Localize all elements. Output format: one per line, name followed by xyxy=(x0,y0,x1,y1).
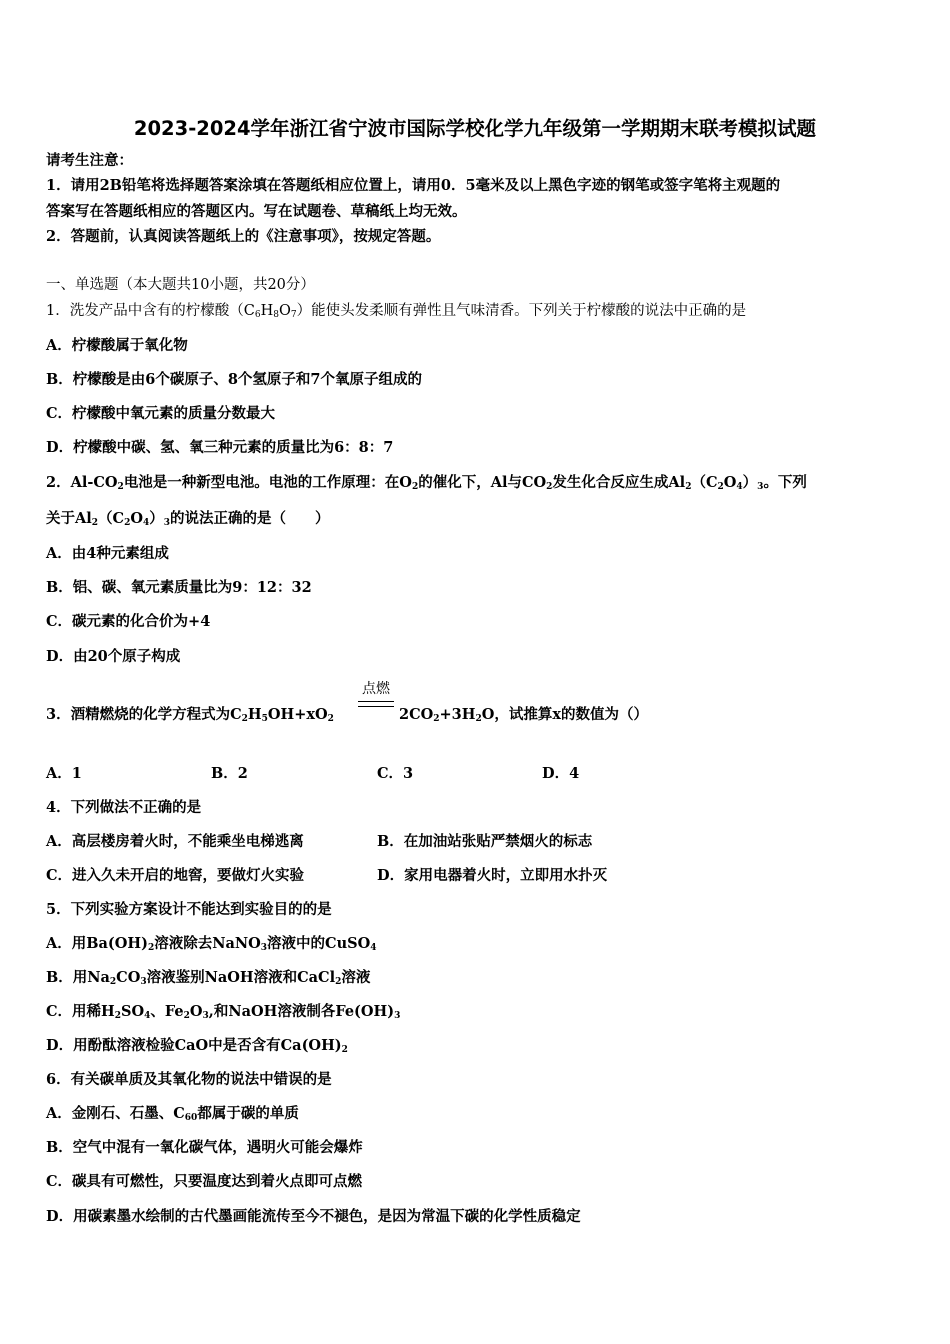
q1-option-c: C．柠檬酸中氧元素的质量分数最大 xyxy=(46,405,276,422)
q1-stem: 1．洗发产品中含有的柠檬酸$(C_6H_8O_7)$能使头发柔顺有弹性且气味清香。下列关于柠檬酸的说法中正确的是 xyxy=(46,303,747,320)
q2-option-d: D．由20个原子构成 xyxy=(46,648,181,665)
q2-stem-line2: 关于$Al_2(C_2O_4)_3$的说法正确的是（ ） xyxy=(46,510,330,528)
q6-option-b: B．空气中混有一氧化碳气体，遇明火可能会爆炸 xyxy=(46,1139,363,1156)
q4-option-a: A．高层楼房着火时，不能乘坐电梯逃离 xyxy=(46,833,304,850)
q1-option-b: B．柠檬酸是由6个碳原子、8个氢原子和7个氧原子组成的 xyxy=(46,371,423,388)
q5-option-b: B．用$Na_2CO_3$溶液鉴别NaOH溶液和CaCl$_2$溶液 xyxy=(46,969,371,987)
q5-option-a: A．用$Ba(OH)_2$溶液除去NaNO$_3$溶液中的CuSO$_4$ xyxy=(46,935,377,953)
notice-item-2: 2．答题前，认真阅读答题纸上的《注意事项》，按规定答题。 xyxy=(46,228,441,245)
notice-item-1a: 1．请用2B铅笔将选择题答案涂填在答题纸相应位置上，请用0．5毫米及以上黑色字迹的钢笔或签字笔将主观题的 xyxy=(46,177,781,194)
q5-stem: 5．下列实验方案设计不能达到实验目的的是 xyxy=(46,901,332,918)
q1-option-a: A．柠檬酸属于氧化物 xyxy=(46,337,188,354)
q6-option-c: C．碳具有可燃性，只要温度达到着火点即可点燃 xyxy=(46,1173,363,1190)
q2-option-a: A．由4种元素组成 xyxy=(46,545,169,562)
notice-item-1b: 答案写在答题纸相应的答题区内。写在试题卷、草稿纸上均无效。 xyxy=(46,203,467,220)
q3-stem-left: 3．酒精燃烧的化学方程式为$C_2H_5OH+xO_2$ xyxy=(46,706,334,724)
q2-option-b: B．铝、碳、氧元素质量比为9：12：32 xyxy=(46,579,312,596)
q5-option-c: C．用稀$H_2SO_4$、$Fe_2O_3$,和NaOH溶液制各$Fe(OH)_3$ xyxy=(46,1003,401,1021)
q4-option-d: D．家用电器着火时，立即用水扑灭 xyxy=(377,867,608,884)
q6-option-a: A．金刚石、石墨、$C_{60}$都属于碳的单质 xyxy=(46,1105,299,1123)
q5-option-d: D．用酚酞溶液检验CaO中是否含有$Ca(OH)_2$ xyxy=(46,1037,348,1055)
q3-option-d: D．4 xyxy=(542,765,580,782)
q2-stem-line1: 2．$Al-CO_2$电池是一种新型电池。电池的工作原理：在$O_2$的催化下，Al与$CO_2$发生化合反应生成$Al_2(C_2O_4)_3$。下列 xyxy=(46,474,807,492)
exam-title: 2023-2024学年浙江省宁波市国际学校化学九年级第一学期期末联考模拟试题 xyxy=(133,117,817,140)
reaction-condition: 点燃 xyxy=(362,681,390,697)
q3-stem-right: $2CO_2+3H_2O$，试推算x的数值为（） xyxy=(399,706,649,724)
q3-option-b: B．2 xyxy=(211,765,248,782)
q3-option-a: A．1 xyxy=(46,765,82,782)
q6-stem: 6．有关碳单质及其氧化物的说法中错误的是 xyxy=(46,1071,332,1088)
q6-option-d: D．用碳素墨水绘制的古代墨画能流传至今不褪色，是因为常温下碳的化学性质稳定 xyxy=(46,1208,581,1225)
reaction-equals-sign xyxy=(358,701,394,707)
q2-option-c: C．碳元素的化合价为+4 xyxy=(46,613,211,630)
q3-option-c: C．3 xyxy=(377,765,414,782)
section-heading: 一、单选题（本大题共10小题，共20分） xyxy=(46,277,315,293)
q1-option-d: D．柠檬酸中碳、氢、氧三种元素的质量比为6：8：7 xyxy=(46,439,394,456)
q4-option-b: B．在加油站张贴严禁烟火的标志 xyxy=(377,833,593,850)
q4-stem: 4．下列做法不正确的是 xyxy=(46,799,202,816)
q4-option-c: C．进入久未开启的地窖，要做灯火实验 xyxy=(46,867,305,884)
notice-heading: 请考生注意： xyxy=(46,152,133,169)
